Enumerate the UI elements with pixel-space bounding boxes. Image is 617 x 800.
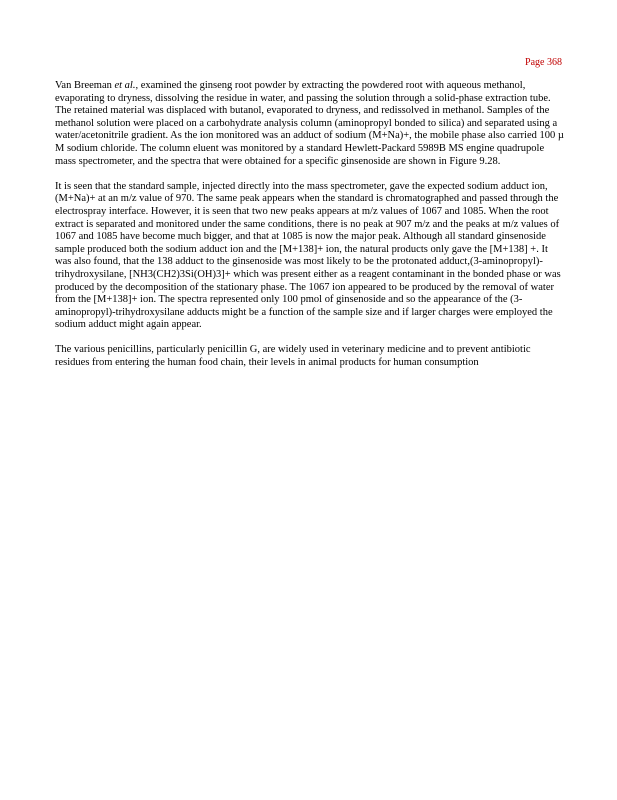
paragraph-penicillins: The various penicillins, particularly penicillin G, are widely used in veterinary medicine and to prevent antibiotic residues from entering the human food chain, their levels in animal products for human consumption: [55, 344, 531, 369]
paragraph-adduct-ions: It is seen that the standard sample, injected directly into the mass spectrometer, gave the expected sodium adduct ion, (M+Na)+ at an m/z value of 970. The same peak appears when the standard is chromatographed and passed through the electrospray interface. However, it is seen that two new peaks appears at m/z values of 1067 and 1085. When the root extract is separated and monitored under the same conditions, there is no peak at 907 m/z and the peaks at m/z values of 1067 and 1085 have become much bigger, and that at 1085 is now the major peak. Although all standard ginsenoside sample produced both the sodium adduct ion and the [M+138]+ ion, the natural products only gave the [M+138] +. It was also found, that the 138 adduct to the ginsenoside was most likely to be the protonated adduct,(3-aminopropyl)-trihydroxysilane, [NH3(CH2)3Si(OH)3]+ which was present either as a reagent contaminant in the bonded phase or was produced by the decomposition of the stationary phase. The 1067 ion appeared to be produced by the removal of water from the [M+138]+ ion. The spectra represented only 100 pmol of ginsenoside and so the appearance of the (3-aminopropyl)-trihydroxysilane adducts might be a function of the sample size and if larger charges were employed the sodium adduct might again appear.: [55, 180, 561, 331]
page-number: Page 368: [525, 57, 562, 68]
author-name: Van Breeman: [55, 80, 112, 91]
document-body: [55, 80, 565, 382]
paragraph-ginseng-extraction: [55, 80, 565, 168]
et-al: et al.,: [114, 80, 139, 91]
paragraph-text: examined the ginseng root powder by extracting the powdered root with aqueous methanol, evaporating to dryness, dissolving the residue in water, and passing the solution through a solid-phase extraction tube. The retained material was displaced with butanol, evaporated to dryness, and redissolved in methanol. Samples of the methanol solution were placed on a carbohydrate analysis column (aminopropyl bonded to silica) and separated using a water/acetonitrile gradient. As the ion monitored was an adduct of sodium (M+Na)+, the mobile phase also carried 100 µ M sodium chloride. The column eluent was monitored by a standard Hewlett-Packard 5989B MS engine quadrupole mass spectrometer, and the spectra that were obtained for a specific ginsenoside are shown in Figure 9.28.: [55, 80, 564, 167]
